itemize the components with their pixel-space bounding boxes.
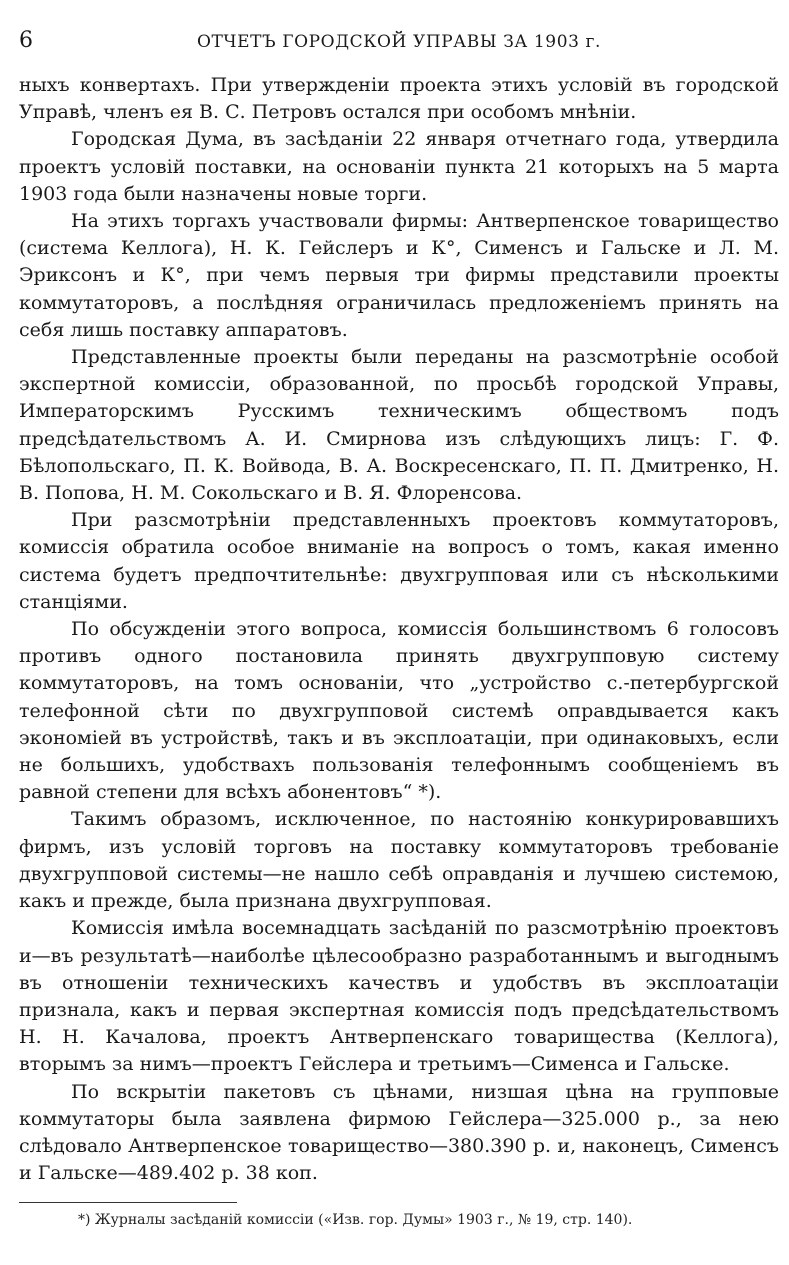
paragraph: По вскрытіи пакетовъ съ цѣнами, низшая цѣна на групповые коммутаторы была заявлена фирмою Гейслера—325.000 р., за нею слѣдовало Антверпенское товарищество—380.390 р. и, наконецъ, Сименсъ и Гальске—489.402 р. 38 коп. — [19, 1080, 779, 1185]
paragraph: При разсмотрѣніи представленныхъ проектовъ коммутаторовъ, комиссія обратила особое вниманіе на вопросъ о томъ, какая именно система будетъ предпочтительнѣе: двухгрупповая или съ нѣсколькими станціями. — [19, 509, 779, 613]
paragraph: По обсужденіи этого вопроса, комиссія большинствомъ 6 голосовъ противъ одного постановила принять двухгрупповую систему коммутаторовъ, на томъ основаніи, что „устройство с.-петербургской телефонной сѣти по двухгрупповой системѣ оправдывается какъ экономіей въ устройствѣ, такъ и въ эксплоатаціи, при одинаковыхъ, если не большихъ, удобствахъ пользованія телефоннымъ сообщеніемъ въ равной степени для всѣхъ абонентовъ“ *). — [19, 618, 779, 804]
paragraph: На этихъ торгахъ участвовали фирмы: Антверпенское товарищество (система Келлога), Н. К. Гейслеръ и К°, Сименсъ и Гальске и Л. М. Эриксонъ и К°, при чемъ первыя три фирмы представили проекты коммутаторовъ, а послѣдняя ограничилась предложеніемъ принять на себя лишь поставку аппаратовъ. — [19, 210, 779, 341]
running-title: ОТЧЕТЪ ГОРОДСКОЙ УПРАВЫ ЗА 1903 г. — [196, 32, 602, 52]
paragraph: Представленные проекты были переданы на разсмотрѣніе особой экспертной комиссіи, образованной, по просьбѣ городской Управы, Императорскимъ Русскимъ техническимъ обществомъ подъ предсѣдательствомъ А. И. Смирнова изъ слѣдующихъ лицъ: Г. Ф. Бѣлопольскаго, П. К. Войвода, В. А. Воскресенскаго, П. П. Дмитренко, Н. В. Попова, Н. М. Сокольскаго и В. Я. Флоренсова. — [19, 346, 779, 505]
body-text — [19, 72, 779, 1187]
paragraph: Комиссія имѣла восемнадцать засѣданій по разсмотрѣнію проектовъ и—въ результатѣ—наиболѣе цѣлесообразно разработаннымъ и выгоднымъ въ отношеніи техническихъ качествъ и удобствъ въ эксплоатаціи признала, какъ и первая экспертная комиссія подъ предсѣдательствомъ Н. Н. Качалова, проектъ Антверпенскаго товарищества (Келлога), вторымъ за нимъ—проектъ Гейслера и третьимъ—Сименса и Гальске. — [19, 917, 779, 1076]
footnote-divider — [19, 1202, 237, 1203]
document-page — [19, 28, 779, 1187]
paragraph: Такимъ образомъ, исключенное, по настоянію конкурировавшихъ фирмъ, изъ условій торговъ на поставку коммутаторовъ требованіе двухгрупповой системы—не нашло себѣ оправданія и лучшею системою, какъ и прежде, была признана двухгрупповая. — [19, 808, 779, 913]
paragraph: ныхъ конвертахъ. При утвержденіи проекта этихъ условій въ городской Управѣ, членъ ея В. С. Петровъ остался при особомъ мнѣніи. — [19, 74, 779, 124]
page-header — [19, 28, 779, 58]
page-number: 6 — [19, 28, 34, 53]
footnote: *) Журналы засѣданій комиссіи («Изв. гор. Думы» 1903 г., № 19, стр. 140). — [78, 1212, 633, 1228]
paragraph: Городская Дума, въ засѣданіи 22 января отчетнаго года, утвердила проектъ условій поставки, на основаніи пункта 21 которыхъ на 5 марта 1903 года были назначены новые торги. — [19, 128, 779, 205]
